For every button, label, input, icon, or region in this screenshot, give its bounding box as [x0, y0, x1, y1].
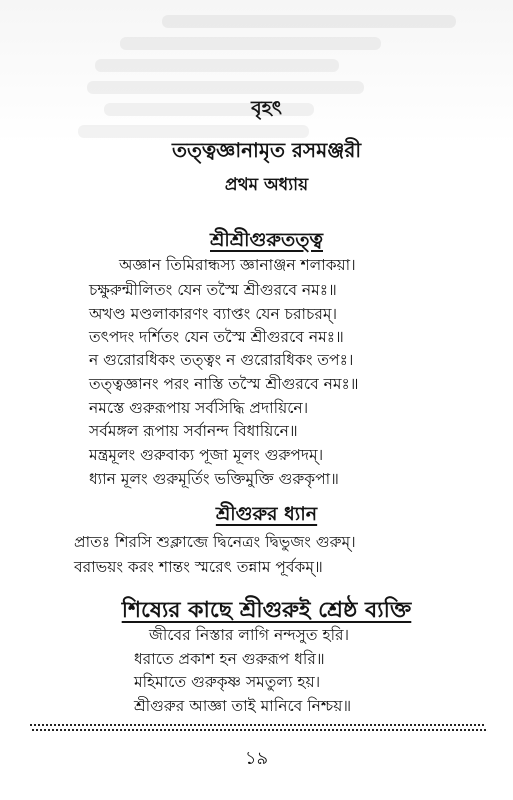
footer-divider [30, 724, 486, 732]
page-number: ১৯ [244, 748, 269, 769]
verse-line: অখণ্ড মণ্ডলাকারণং ব্যাপ্তং যেন চরাচরম্। [89, 305, 338, 323]
verse-line: প্রাতঃ শিরসি শুক্লাব্জে দ্বিনেত্রং দ্বিভুজং গুরুম্। [74, 533, 356, 551]
verse-line: শ্রীগুরুর আজ্ঞা তাই মানিবে নিশ্চয়॥ [134, 697, 352, 715]
verse-line: জীবের নিস্তার লাগি নন্দসুত হরি। [149, 626, 350, 644]
verse-line: ন গুরোরধিকং তত্ত্বং ন গুরোরধিকং তপঃ। [89, 351, 354, 369]
verse-line: মহিমাতে গুরুকৃষ্ণ সমতুল্য হয়। [134, 673, 321, 691]
section-heading-guru-dhyan: শ্রীগুরুর ধ্যান [215, 503, 318, 525]
verse-line: তত্ত্বজ্ঞানং পরং নাস্তি তস্মৈ শ্রীগুরবে নমঃ॥ [89, 375, 359, 393]
verse-line: তৎপদং দর্শিতং যেন তস্মৈ শ্রীগুরবে নমঃ॥ [89, 328, 344, 346]
section-heading-guru-tattva: শ্রীশ্রীগুরুতত্ত্ব [210, 229, 323, 251]
book-title: তত্ত্বজ্ঞানামৃত রসমঞ্জরী [171, 138, 362, 162]
chapter-title: প্রথম অধ্যায় [224, 175, 309, 195]
verse-line: চক্ষুরুন্মীলিতং যেন তস্মৈ শ্রীগুরবে নমঃ॥ [89, 281, 337, 299]
verse-line: নমস্তে গুরুরূপায় সর্বসিদ্ধি প্রদায়িনে। [89, 399, 309, 417]
verse-line: মন্ত্রমূলং গুরুবাক্য পূজা মূলং গুরুপদম্। [89, 446, 324, 464]
verse-line: অজ্ঞান তিমিরান্ধস্য জ্ঞানাঞ্জন শলাকয়া। [119, 256, 356, 274]
book-title-prefix: বৃহৎ [251, 97, 282, 119]
verse-line: সর্বমঙ্গল রূপায় সর্বানন্দ বিধায়িনে॥ [89, 422, 298, 440]
section-heading-guru-best: শিষ্যের কাছে শ্রীগুরুই শ্রেষ্ঠ ব্যক্তি [121, 597, 412, 623]
verse-line: ধরাতে প্রকাশ হন গুরুরূপ ধরি॥ [134, 650, 325, 668]
verse-line: বরাভয়ং করং শান্তং স্মরেৎ তন্নাম পূর্বকম্॥ [74, 558, 323, 576]
verse-line: ধ্যান মূলং গুরুমূর্তিং ভক্তিমুক্তি গুরুকৃপা॥ [89, 470, 339, 488]
